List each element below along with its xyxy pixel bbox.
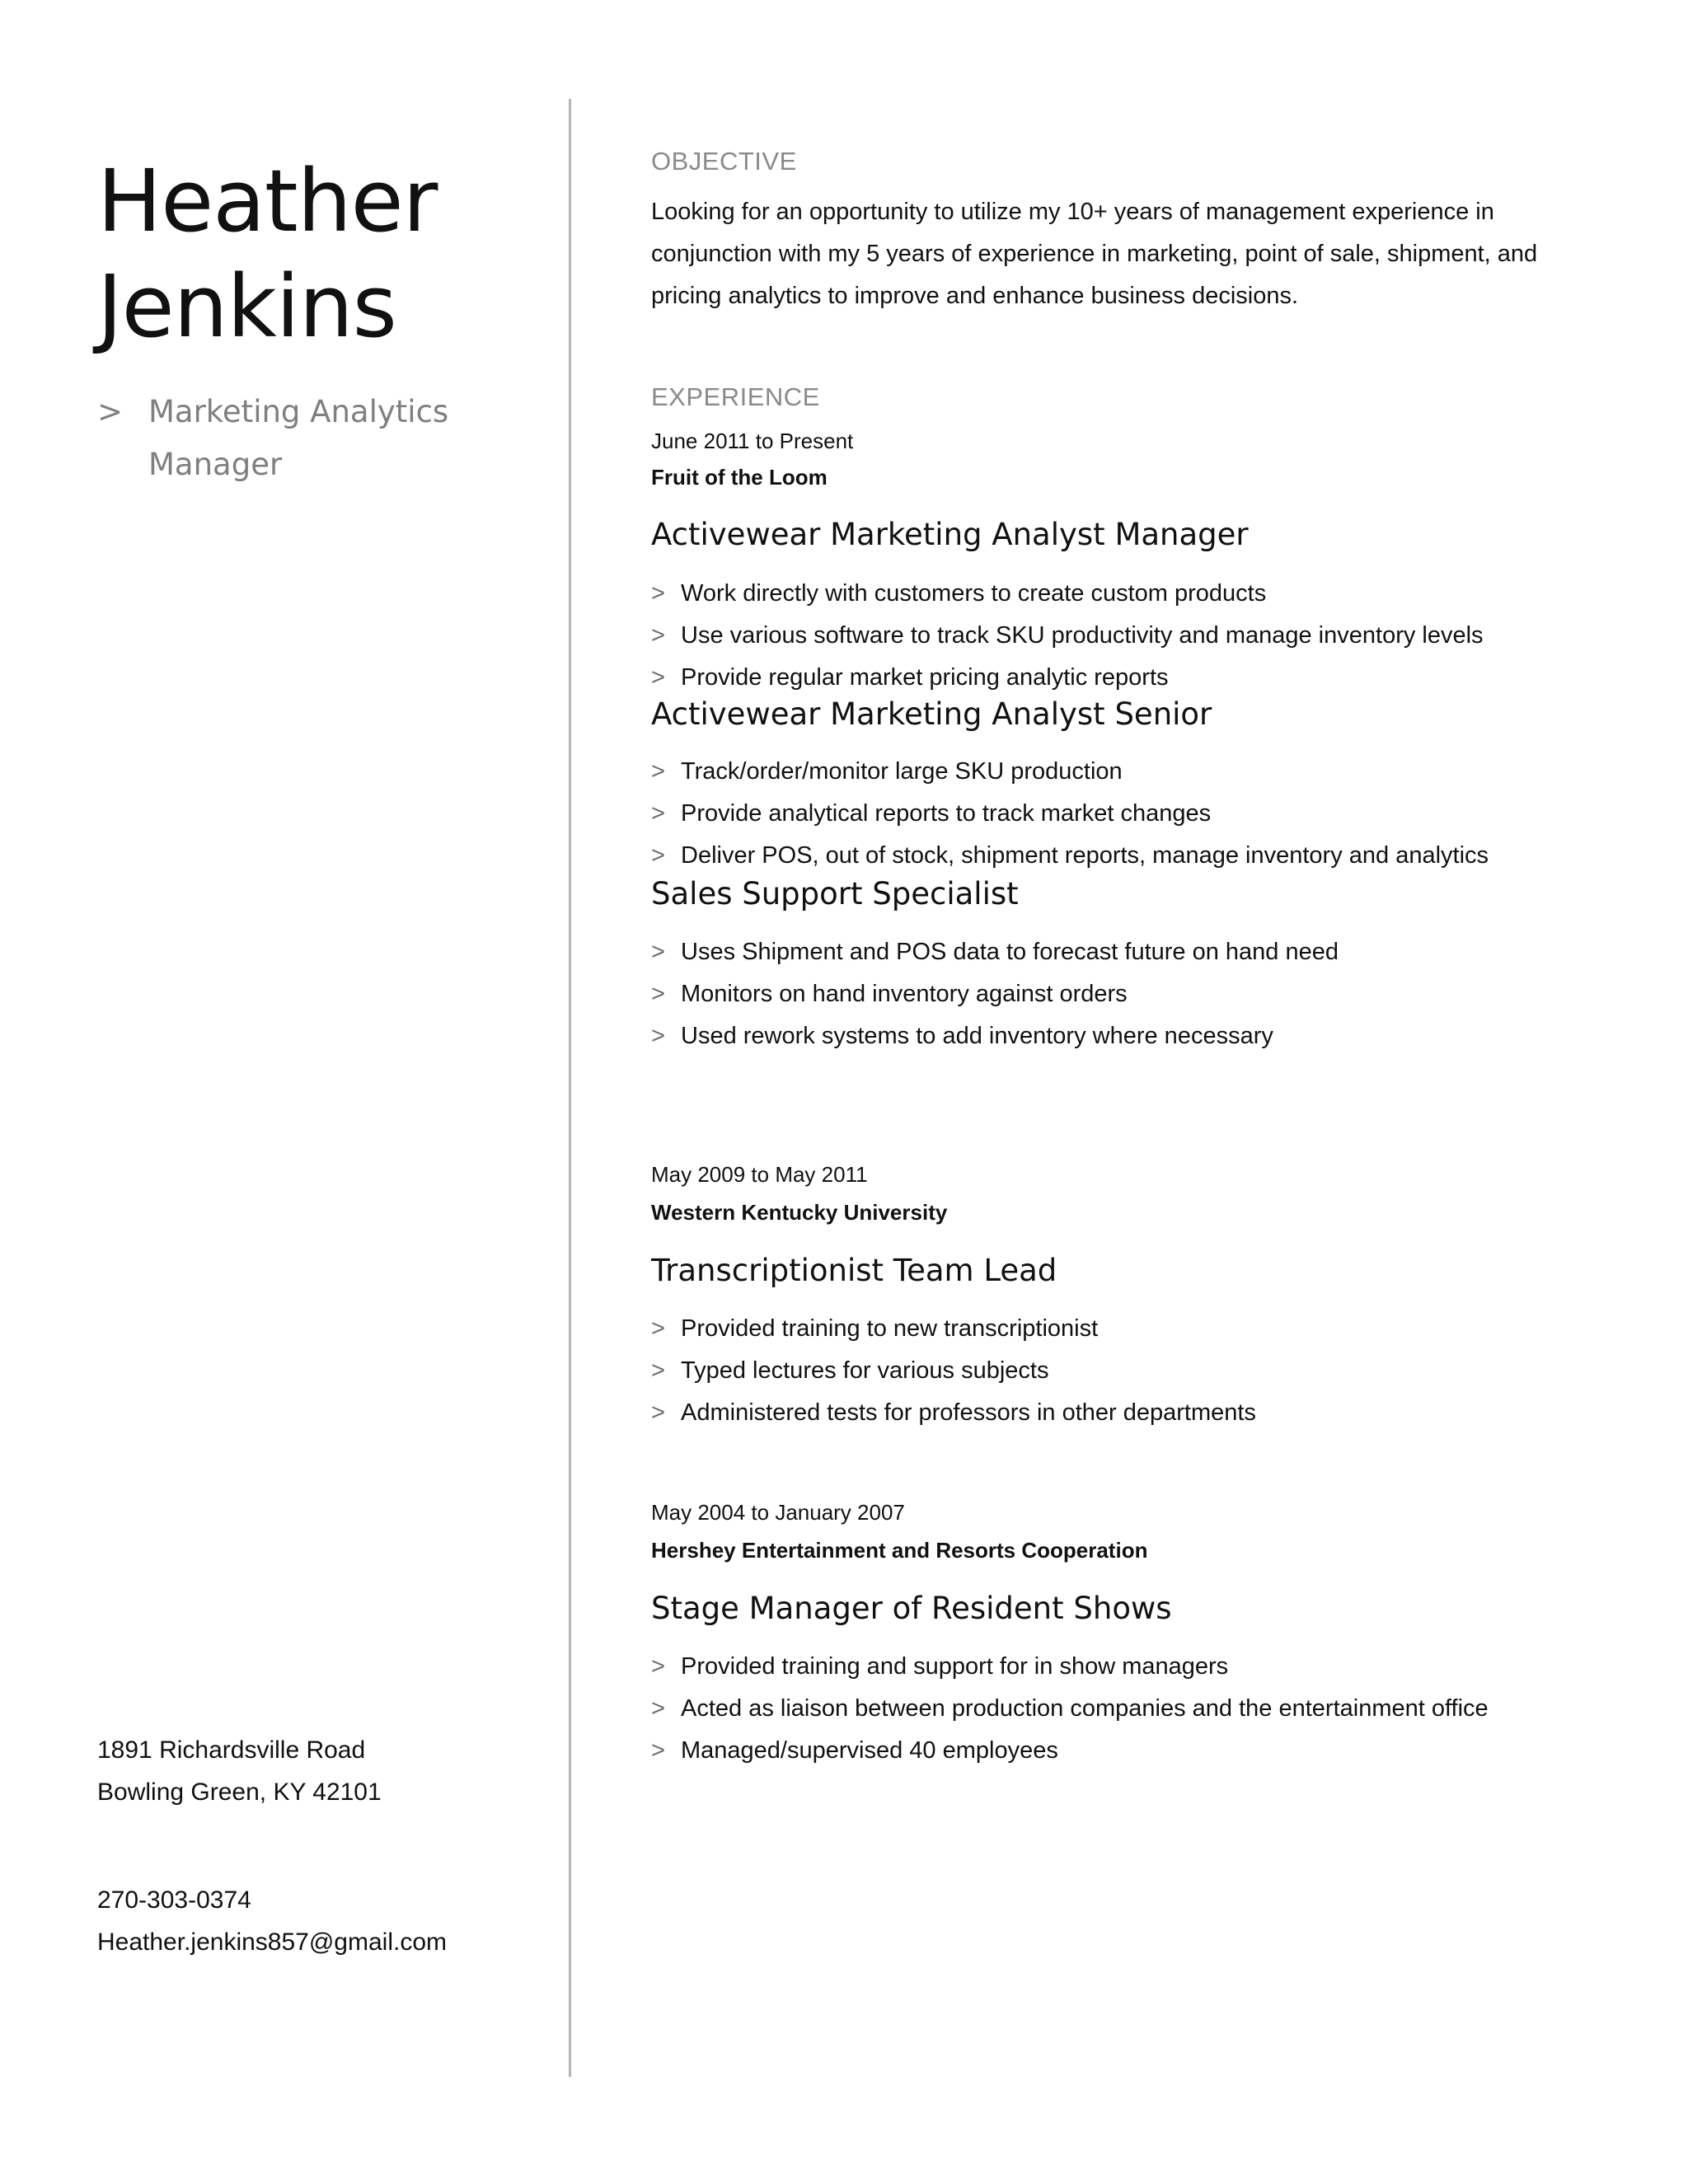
list-item	[651, 1350, 1558, 1392]
phone-number: 270-303-0374	[97, 1886, 251, 1914]
column-divider	[569, 99, 571, 2077]
list-item	[651, 751, 1558, 793]
bullet-text: Administered tests for professors in other departments	[681, 1399, 1256, 1426]
job-company: Hershey Entertainment and Resorts Cooperation	[651, 1538, 1148, 1563]
job-dates: June 2011 to Present	[651, 429, 854, 453]
bullet-text: Track/order/monitor large SKU production	[681, 758, 1123, 785]
bullet-text: Provide analytical reports to track market changes	[681, 800, 1212, 827]
list-item	[651, 931, 1558, 973]
bullet-text: Typed lectures for various subjects	[681, 1357, 1049, 1384]
address-block	[97, 1729, 559, 1813]
bullet-text: Work directly with customers to create custom products	[681, 580, 1267, 607]
bullet-text: Used rework systems to add inventory where necessary	[681, 1023, 1273, 1049]
bullet-text: Deliver POS, out of stock, shipment reports, manage inventory and analytics	[681, 842, 1489, 869]
address-street: 1891 Richardsville Road	[97, 1736, 366, 1764]
experience-heading: EXPERIENCE	[651, 382, 820, 411]
contact-block	[97, 1879, 592, 1963]
tagline-marker: >	[97, 394, 124, 429]
role-title: Activewear Marketing Analyst Senior	[651, 696, 1212, 732]
list-item	[651, 1015, 1558, 1057]
bullet-marker: >	[651, 1023, 665, 1049]
bullet-marker: >	[651, 1315, 665, 1342]
bullet-marker: >	[651, 1695, 665, 1722]
list-item	[651, 657, 1558, 699]
job-dates: May 2009 to May 2011	[651, 1162, 868, 1187]
role-title: Sales Support Specialist	[651, 876, 1019, 912]
role-bullets	[651, 573, 1558, 699]
list-item	[651, 1688, 1558, 1730]
bullet-marker: >	[651, 1737, 665, 1764]
bullet-text: Use various software to track SKU productivity and manage inventory levels	[681, 622, 1484, 649]
bullet-marker: >	[651, 939, 665, 965]
role-bullets	[651, 1646, 1558, 1772]
list-item	[651, 1646, 1558, 1688]
bullet-text: Monitors on hand inventory against orders	[681, 981, 1128, 1007]
bullet-text: Provide regular market pricing analytic reports	[681, 664, 1169, 691]
list-item	[651, 1392, 1558, 1434]
list-item	[651, 573, 1558, 615]
bullet-marker: >	[651, 1357, 665, 1384]
bullet-marker: >	[651, 1653, 665, 1680]
candidate-name	[97, 148, 559, 359]
bullet-marker: >	[651, 664, 665, 691]
bullet-marker: >	[651, 981, 665, 1007]
list-item	[651, 835, 1558, 877]
job-company: Western Kentucky University	[651, 1200, 948, 1225]
address-city: Bowling Green, KY 42101	[97, 1779, 382, 1806]
bullet-marker: >	[651, 842, 665, 869]
bullet-text: Uses Shipment and POS data to forecast future on hand need	[681, 939, 1339, 965]
bullet-text: Managed/supervised 40 employees	[681, 1737, 1058, 1764]
objective-heading: OBJECTIVE	[651, 147, 797, 176]
bullet-marker: >	[651, 580, 665, 607]
role-title: Stage Manager of Resident Shows	[651, 1591, 1172, 1626]
first-name: Heather	[97, 151, 438, 251]
list-item	[651, 973, 1558, 1015]
list-item	[651, 793, 1558, 835]
tagline-text: Marketing Analytics Manager	[148, 394, 449, 482]
last-name: Jenkins	[97, 256, 396, 357]
bullet-text: Provided training and support for in show managers	[681, 1653, 1229, 1680]
role-bullets	[651, 751, 1558, 877]
objective-text: Looking for an opportunity to utilize my 10+ years of management experience in conjunction with my 5 years of experience in marketing, point of sale, shipment, and pricing analytics to improve and enhance business decisions.	[651, 199, 1538, 309]
list-item	[651, 1308, 1558, 1350]
bullet-marker: >	[651, 758, 665, 785]
email-address: Heather.jenkins857@gmail.com	[97, 1929, 447, 1956]
job-dates: May 2004 to January 2007	[651, 1500, 905, 1525]
role-bullets	[651, 931, 1558, 1057]
bullet-marker: >	[651, 622, 665, 649]
list-item	[651, 1730, 1558, 1772]
role-title: Activewear Marketing Analyst Manager	[651, 517, 1249, 552]
bullet-text: Provided training to new transcriptionist	[681, 1315, 1099, 1342]
bullet-marker: >	[651, 1399, 665, 1426]
role-bullets	[651, 1308, 1558, 1434]
list-item	[651, 615, 1558, 657]
bullet-text: Acted as liaison between production companies and the entertainment office	[681, 1695, 1489, 1722]
job-company: Fruit of the Loom	[651, 465, 828, 490]
bullet-marker: >	[651, 800, 665, 827]
role-title: Transcriptionist Team Lead	[651, 1253, 1057, 1288]
